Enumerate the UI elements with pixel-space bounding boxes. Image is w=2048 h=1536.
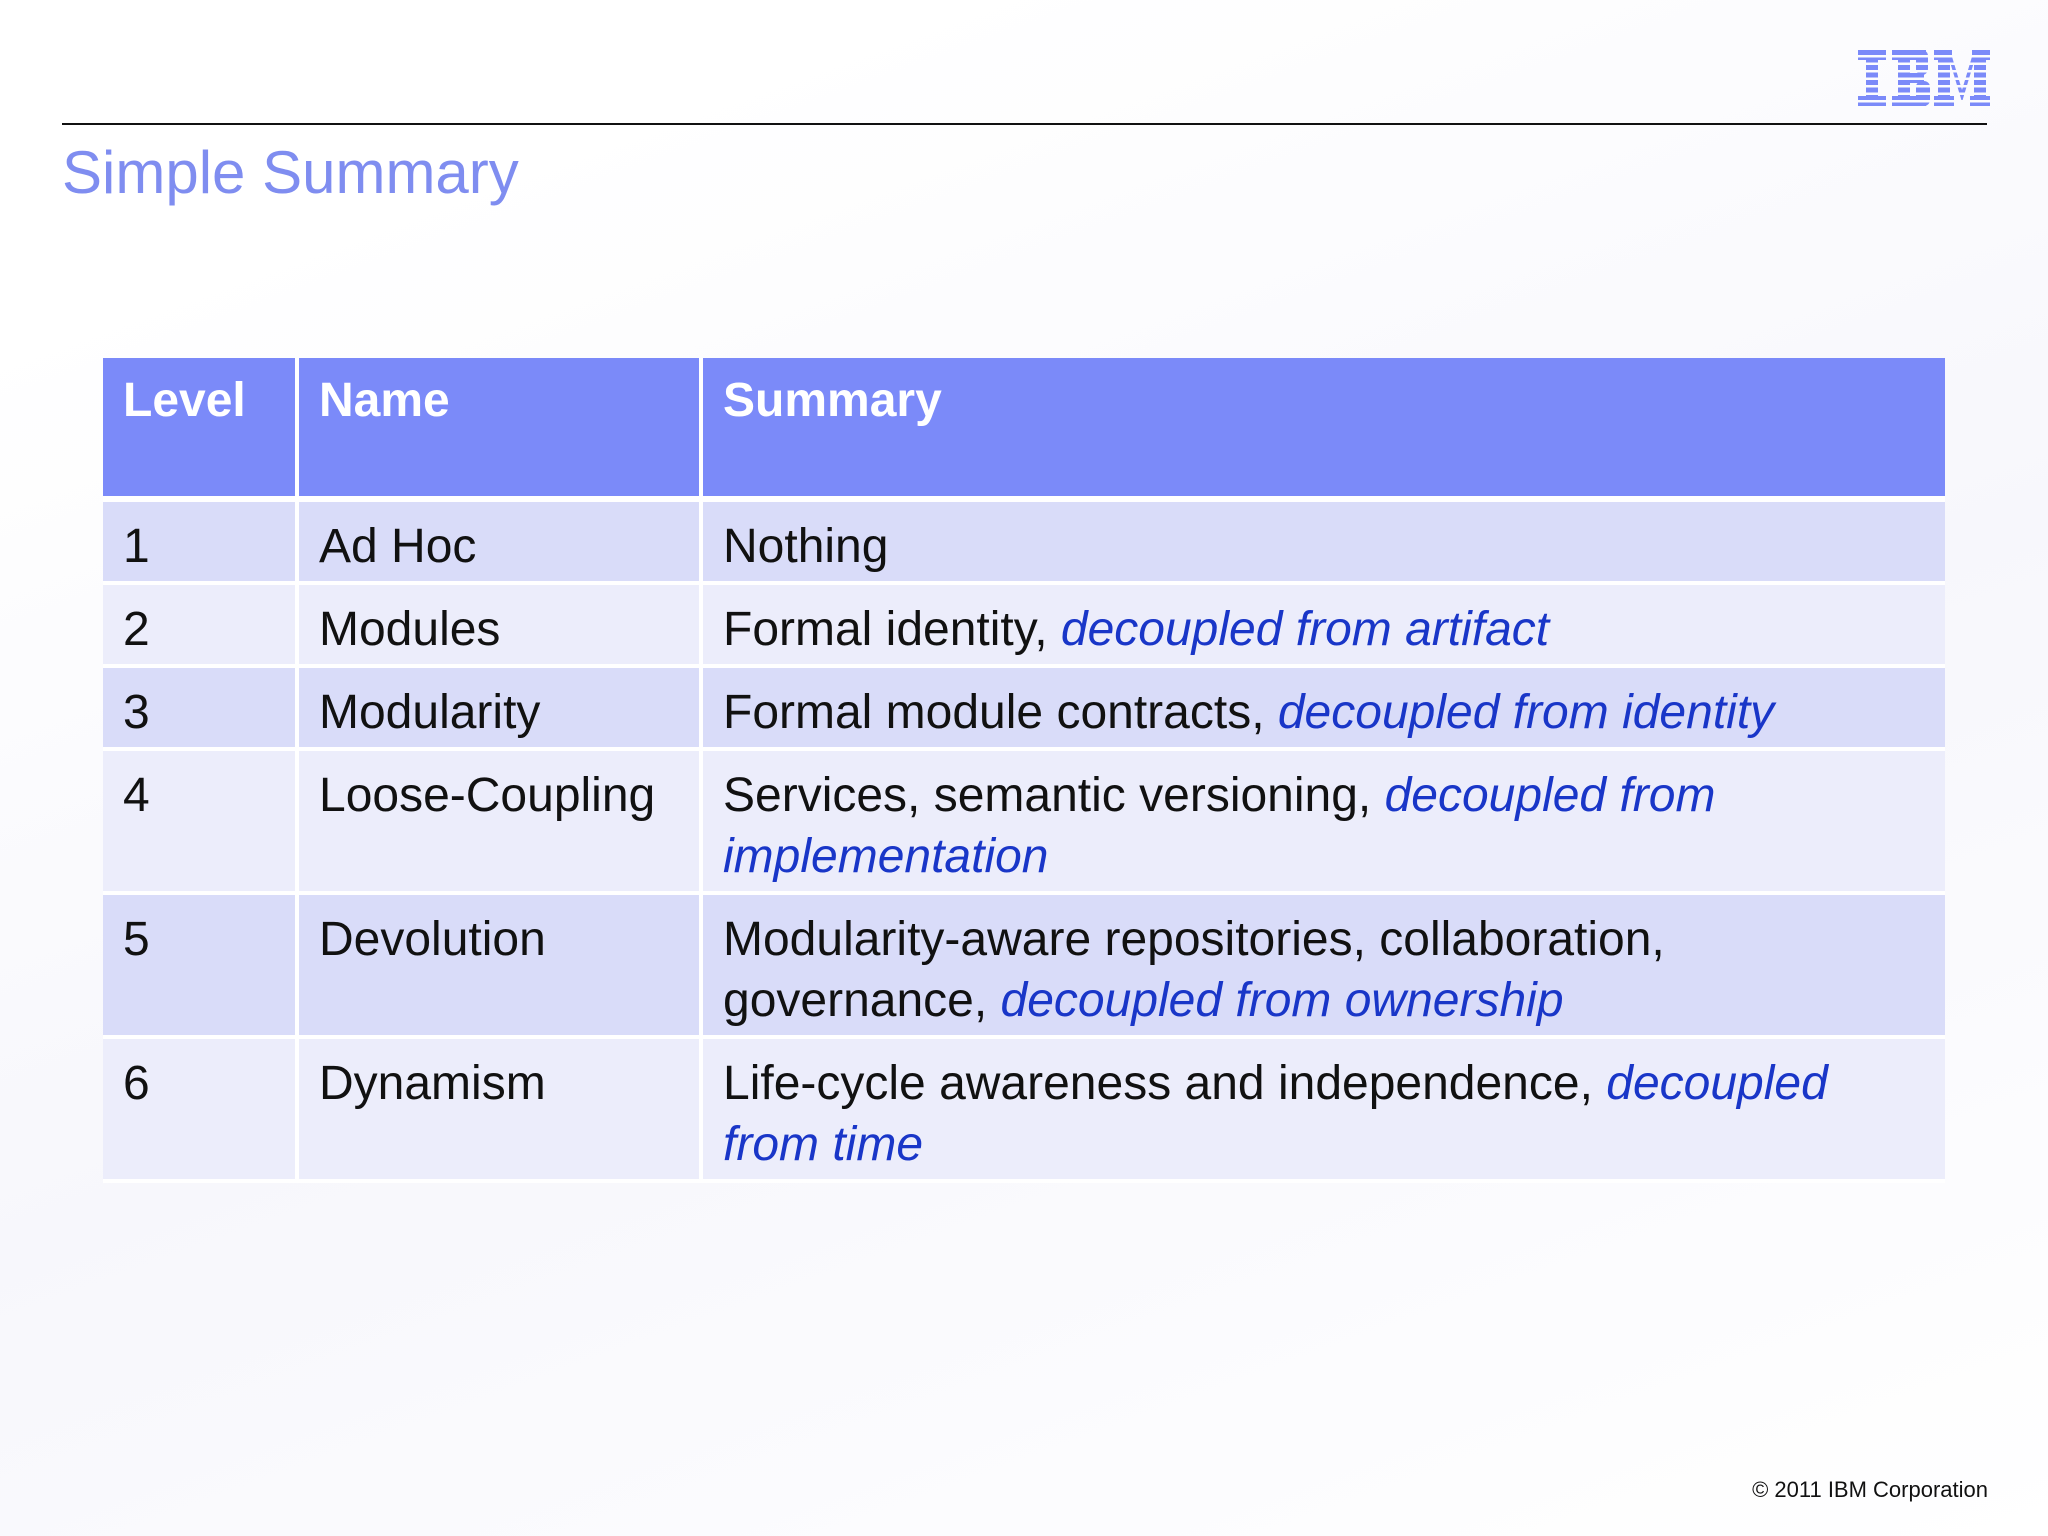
summary-cell bbox=[703, 895, 1945, 1039]
summary-text: Formal identity, bbox=[723, 603, 1061, 656]
table-row bbox=[103, 1039, 1945, 1183]
summary-cell bbox=[703, 502, 1945, 585]
level-cell: 1 bbox=[103, 502, 299, 585]
summary-cell bbox=[703, 1039, 1945, 1183]
summary-table bbox=[103, 358, 1945, 1183]
level-cell: 5 bbox=[103, 895, 299, 1039]
table-header-row bbox=[103, 358, 1945, 502]
slide-title: Simple Summary bbox=[62, 139, 519, 206]
level-cell: 6 bbox=[103, 1039, 299, 1183]
table-row bbox=[103, 668, 1945, 751]
summary-cell bbox=[703, 585, 1945, 668]
summary-text: Services, semantic versioning, bbox=[723, 769, 1385, 822]
name-cell: Ad Hoc bbox=[299, 502, 703, 585]
name-cell: Modularity bbox=[299, 668, 703, 751]
column-header-summary: Summary bbox=[703, 358, 1945, 502]
summary-emphasis: decoupled from artifact bbox=[1060, 603, 1550, 656]
table-row bbox=[103, 585, 1945, 668]
summary-text: Modularity-aware repositories, collaboration, governance, bbox=[723, 913, 1665, 1027]
level-cell: 4 bbox=[103, 751, 299, 895]
summary-cell bbox=[703, 751, 1945, 895]
column-header-name: Name bbox=[299, 358, 703, 502]
table-row bbox=[103, 895, 1945, 1039]
summary-cell bbox=[703, 668, 1945, 751]
level-cell: 3 bbox=[103, 668, 299, 751]
summary-emphasis: decoupled from implementation bbox=[723, 769, 1716, 883]
name-cell: Dynamism bbox=[299, 1039, 703, 1183]
summary-text: Nothing bbox=[723, 520, 889, 573]
summary-text: Life-cycle awareness and independence, bbox=[723, 1057, 1607, 1110]
name-cell: Devolution bbox=[299, 895, 703, 1039]
summary-emphasis: decoupled from ownership bbox=[1000, 974, 1564, 1027]
header-rule bbox=[62, 123, 1987, 125]
level-cell: 2 bbox=[103, 585, 299, 668]
column-header-level: Level bbox=[103, 358, 299, 502]
table-row bbox=[103, 751, 1945, 895]
copyright-footer: © 2011 IBM Corporation bbox=[1752, 1477, 1988, 1502]
summary-emphasis: decoupled from identity bbox=[1277, 686, 1775, 739]
summary-text: Formal module contracts, bbox=[723, 686, 1278, 739]
name-cell: Modules bbox=[299, 585, 703, 668]
ibm-logo-icon bbox=[1858, 50, 1990, 106]
summary-emphasis: decoupled from time bbox=[723, 1057, 1828, 1171]
name-cell: Loose-Coupling bbox=[299, 751, 703, 895]
table-row bbox=[103, 502, 1945, 585]
